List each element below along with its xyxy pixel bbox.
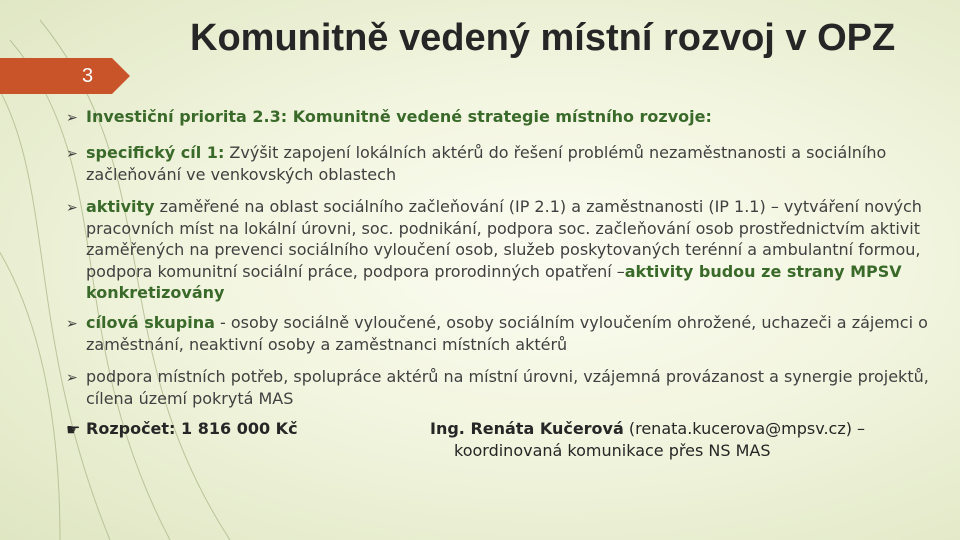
budget-label: Rozpočet: 1 816 000 Kč <box>86 419 298 438</box>
bullet-heading: aktivity <box>86 197 155 216</box>
bullet-text: Zvýšit zapojení lokálních aktérů do řešení problémů nezaměstnanosti a sociálního začleňování ve venkovských oblastech <box>86 143 887 184</box>
bullet-text: zaměřené na oblast sociálního začleňování (IP 2.1) a zaměstnanosti (IP 1.1) – vytváření nových pracovních míst na lokální úrovni, soc. podnikání, podpora soc. začleňování osob prostřednictvím aktivit zaměřených na prevenci sociálního vyloučení osob, služeb poskytovaných terénní a ambulantní formou, podpora komunitní sociální práce, podpora prorodinných opatření – <box>86 197 922 281</box>
bullet-heading: cílová skupina <box>86 313 215 332</box>
arrow-bullet-icon: ➢ <box>66 146 78 162</box>
bullet-text: podpora místních potřeb, spolupráce aktérů na místní úrovni, vzájemná provázanost a synergie projektů, cílena území pokrytá MAS <box>86 367 929 408</box>
bullet-emphasis: aktivity budou ze strany MPSV konkretizovány <box>86 261 902 302</box>
arrow-bullet-icon: ➢ <box>66 110 78 126</box>
contact-name: Ing. Renáta Kučerová <box>430 419 624 438</box>
pointing-hand-icon: ☛ <box>66 420 81 439</box>
contact-email: (renata.kucerova@mpsv.cz) – <box>623 419 866 438</box>
contact-info <box>430 418 930 461</box>
bullet-text: Investiční priorita 2.3: Komunitně vedené strategie místního rozvoje: <box>86 107 712 126</box>
arrow-bullet-icon: ➢ <box>66 370 78 386</box>
bullet-text: - osoby sociálně vyloučené, osoby sociálním vyloučením ohrožené, uchazeči a zájemci o zaměstnání, neaktivní osoby a zaměstnanci místních aktérů <box>86 313 928 354</box>
arrow-bullet-icon: ➢ <box>66 316 78 332</box>
slide-title: Komunitně vedený místní rozvoj v OPZ <box>190 17 896 59</box>
slide-number: 3 <box>82 65 94 87</box>
contact-role: koordinovaná komunikace přes NS MAS <box>454 440 771 460</box>
arrow-bullet-icon: ➢ <box>66 200 78 216</box>
bullet-heading: specifický cíl 1: <box>86 143 225 162</box>
